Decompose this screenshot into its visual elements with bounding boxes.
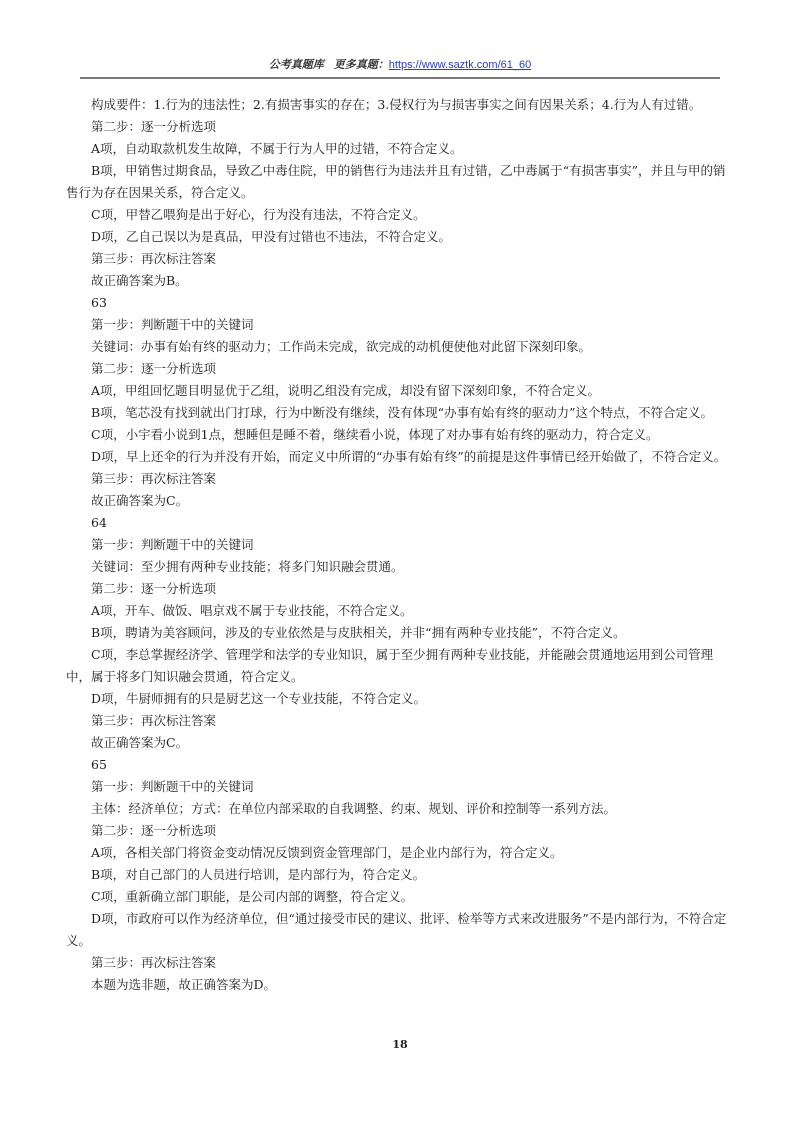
option-analysis: A项，甲组回忆题目明显优于乙组，说明乙组没有完成，却没有留下深刻印象，不符合定义。 [91,383,601,398]
question-number: 63 [91,295,107,310]
option-analysis: A项，各相关部门将资金变动情况反馈到资金管理部门，是企业内部行为，符合定义。 [91,845,563,860]
option-analysis: C项，小宇看小说到1点，想睡但是睡不着，继续看小说，体现了对办事有始有终的驱动力，符合定义。 [91,427,659,442]
header-divider [80,77,720,79]
option-analysis: C项，重新确立部门职能，是公司内部的调整，符合定义。 [91,889,414,904]
step-heading: 第一步：判断题干中的关键词 [91,537,254,552]
option-analysis: D项，牛厨师拥有的只是厨艺这一个专业技能，不符合定义。 [91,691,427,706]
header-link[interactable]: https://www.saztk.com/61_60 [388,59,532,71]
keywords-line: 关键词：办事有始有终的驱动力；工作尚未完成，欲完成的动机便使他对此留下深刻印象。 [91,339,592,354]
question-number: 64 [91,515,107,530]
option-analysis: D项，乙自己误以为是真品，甲没有过错也不违法，不符合定义。 [91,229,452,244]
step-heading: 第一步：判断题干中的关键词 [91,779,254,794]
step-heading: 第一步：判断题干中的关键词 [91,317,254,332]
option-analysis: B项，聘请为美容顾问，涉及的专业依然是与皮肤相关，并非“拥有两种专业技能”，不符合定义。 [91,625,626,640]
step-heading: 第二步：逐一分析选项 [91,581,217,596]
option-analysis: D项，早上还伞的行为并没有开始，而定义中所谓的“办事有始有终”的前提是这件事情已经开始做了，不符合定义。 [91,449,727,464]
step-heading: 第三步：再次标注答案 [91,471,217,486]
answer-line: 故正确答案为B。 [91,273,188,288]
option-analysis: D项，市政府可以作为经济单位，但“通过接受市民的建议、批评、检举等方式来改进服务”不是内部行为，不符合定义。 [66,911,727,948]
option-analysis: A项，开车、做饭、唱京戏不属于专业技能，不符合定义。 [91,603,413,618]
option-analysis: B项，笔芯没有找到就出门打球，行为中断没有继续，没有体现“办事有始有终的驱动力”这个特点，不符合定义。 [91,405,713,420]
keywords-line: 主体：经济单位；方式：在单位内部采取的自我调整、约束、规划、评价和控制等一系列方法。 [91,801,617,816]
step-heading: 第二步：逐一分析选项 [91,119,217,134]
option-analysis: B项，甲销售过期食品，导致乙中毒住院，甲的销售行为违法并且有过错，乙中毒属于“有损害事实”，并且与甲的销售行为存在因果关系，符合定义。 [66,163,726,200]
step-heading: 第二步：逐一分析选项 [91,823,217,838]
answer-line: 故正确答案为C。 [91,735,189,750]
keywords-line: 关键词：至少拥有两种专业技能；将多门知识融会贯通。 [91,559,404,574]
option-analysis: A项，自动取款机发生故障，不属于行为人甲的过错，不符合定义。 [91,141,463,156]
step-heading: 第二步：逐一分析选项 [91,361,217,376]
option-analysis: B项，对自己部门的人员进行培训，是内部行为，符合定义。 [91,867,426,882]
option-analysis: C项，甲替乙喂狗是出于好心，行为没有违法，不符合定义。 [91,207,426,222]
answer-line: 故正确答案为C。 [91,493,189,508]
document-body [66,94,732,996]
paragraph: 构成要件：1.行为的违法性；2.有损害事实的存在；3.侵权行为与损害事实之间有因果关系；4.行为人有过错。 [91,97,702,112]
step-heading: 第三步：再次标注答案 [91,713,217,728]
answer-line: 本题为选非题，故正确答案为D。 [91,977,277,992]
page-number: 18 [392,1038,408,1051]
step-heading: 第三步：再次标注答案 [91,955,217,970]
step-heading: 第三步：再次标注答案 [91,251,217,266]
question-number: 65 [91,757,107,772]
header-more-label: 更多真题： [333,59,389,71]
page-header [0,58,800,72]
option-analysis: C项，李总掌握经济学、管理学和法学的专业知识，属于至少拥有两种专业技能，并能融会贯通地运用到公司管理中，属于将多门知识融会贯通，符合定义。 [66,647,714,684]
header-brand: 公考真题库 [268,59,324,71]
